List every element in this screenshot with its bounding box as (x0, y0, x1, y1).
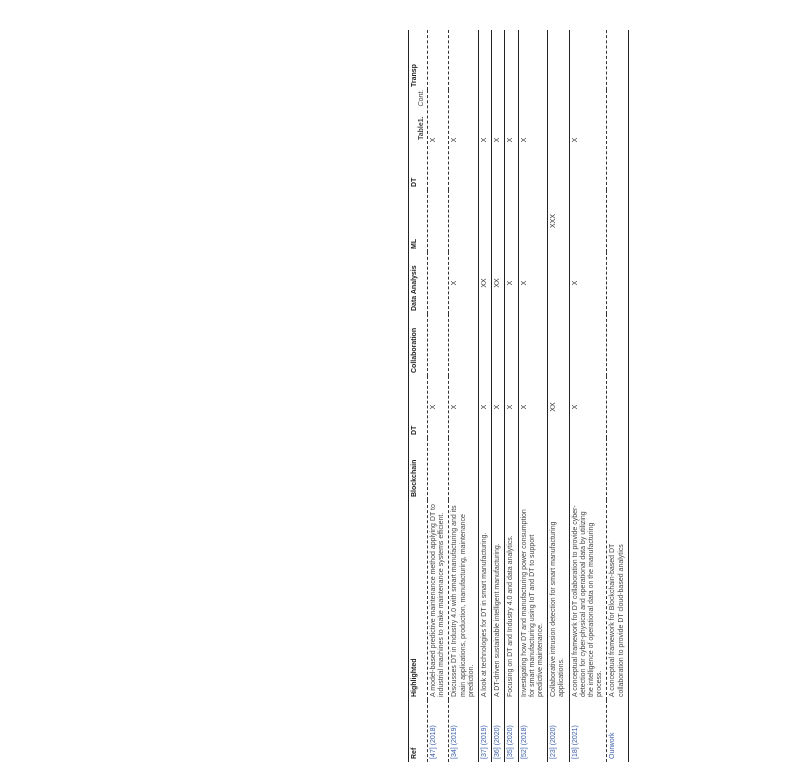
table-row (548, 30, 569, 762)
row-reference[interactable]: [52] (2018) (520, 725, 528, 759)
header-collaboration: Collaboration (409, 314, 428, 376)
row-mark: X (494, 404, 502, 410)
row-mark (505, 30, 518, 90)
table-row (479, 30, 492, 762)
row-mark: XX (550, 402, 558, 412)
header-highlighted: Highlighted (409, 500, 428, 700)
row-mark (548, 314, 569, 376)
row-mark (492, 30, 505, 90)
row-mark (569, 314, 607, 376)
header-data-analysis: Data Analysis (409, 252, 428, 314)
row-reference[interactable]: [37] (2019) (481, 725, 489, 759)
row-mark: X (481, 137, 489, 143)
header-dt: DT (409, 376, 428, 438)
row-mark: X (520, 137, 528, 143)
row-reference[interactable]: [34] (2019) (451, 725, 459, 759)
table-row (518, 30, 548, 762)
row-mark (607, 30, 628, 90)
row-mark: XX (494, 278, 502, 288)
row-mark (505, 190, 518, 252)
row-mark: X (507, 280, 515, 286)
row-mark (428, 190, 449, 252)
row-mark (607, 252, 628, 314)
row-reference[interactable]: [23] (2020) (550, 725, 558, 759)
row-mark (479, 30, 492, 90)
row-reference[interactable]: [18] (2021) (571, 725, 579, 759)
row-highlight: Discusses DT in Industry 4.0 with smart manufacturing and its main applications, production, manufacturing, maintenance prediction. (451, 505, 475, 697)
row-mark: X (520, 280, 528, 286)
table-header-row (409, 30, 428, 762)
row-mark (505, 438, 518, 500)
row-mark (548, 438, 569, 500)
row-mark: X (520, 404, 528, 410)
row-highlight: Collaborative intrusion detection for smart manufacturing applications. (550, 521, 566, 697)
row-mark: X (451, 137, 459, 143)
row-reference[interactable]: [47] (2018) (430, 725, 437, 759)
row-mark: X (507, 404, 515, 410)
row-mark (428, 252, 449, 314)
row-mark (428, 314, 449, 376)
row-mark (548, 252, 569, 314)
row-highlight: A conceptual framework for DT collaboration to provide cyber-detection for cyber-physical and operational data by utilizing the intelligence of operational data on the manufacturing process. (571, 505, 604, 697)
row-mark (569, 438, 607, 500)
table-number: Table1. (418, 116, 425, 140)
row-mark (518, 438, 548, 500)
row-mark (518, 190, 548, 252)
row-mark: XX (481, 278, 489, 288)
row-mark: X (451, 280, 459, 286)
row-mark: X (571, 137, 579, 143)
row-highlight: Investigating how DT and manufacturing power consumption for smart manufacturing using IoT and DT to support predictive maintenance. (520, 509, 545, 697)
row-reference[interactable]: Ourwork (609, 732, 617, 759)
row-mark (607, 376, 628, 438)
rotated-table-container (408, 30, 786, 762)
row-mark (569, 30, 607, 90)
table-title: Cont. (418, 89, 425, 107)
row-mark (449, 314, 479, 376)
row-mark (518, 30, 548, 90)
row-mark: X (430, 137, 437, 143)
comparison-table (408, 30, 629, 762)
row-mark (449, 30, 479, 90)
row-highlight: A conceptual framework for Blockchain-based DT collaboration to provide DT cloud-based analytics (609, 543, 625, 697)
row-highlight: A DT-driven sustainable intelligent manufacturing. (494, 543, 502, 697)
row-mark (479, 314, 492, 376)
table-row (449, 30, 479, 762)
row-mark (449, 190, 479, 252)
row-mark: X (481, 404, 489, 410)
row-mark (449, 438, 479, 500)
row-mark (492, 314, 505, 376)
table-row (607, 30, 628, 762)
header-ref: Ref (409, 700, 428, 762)
header-dt-2: DT (409, 90, 428, 190)
row-highlight: A model-based predictive maintenance method applying DT to industrial machines to make maintenance systems efficient. (430, 504, 446, 697)
row-mark: X (494, 137, 502, 143)
row-mark (548, 30, 569, 90)
header-ml: ML (409, 190, 428, 252)
row-mark (505, 314, 518, 376)
row-mark (428, 30, 449, 90)
row-mark: X (430, 404, 437, 410)
table-row (492, 30, 505, 762)
row-mark (607, 438, 628, 500)
table-body (428, 30, 629, 762)
row-mark: XXX (550, 214, 558, 229)
header-transp: Transp (409, 30, 428, 90)
row-mark (492, 438, 505, 500)
row-reference[interactable]: [36] (2020) (494, 725, 502, 759)
row-mark: X (507, 137, 515, 143)
header-blockchain: Blockchain (409, 438, 428, 500)
row-mark (518, 314, 548, 376)
row-mark (492, 190, 505, 252)
row-mark (607, 314, 628, 376)
row-highlight: A look at technologies for DT in smart manufacturing. (481, 532, 489, 697)
row-mark (479, 438, 492, 500)
row-mark (428, 438, 449, 500)
row-mark: X (571, 404, 579, 410)
table-row (505, 30, 518, 762)
row-mark (569, 190, 607, 252)
row-mark (548, 90, 569, 190)
table-row (569, 30, 607, 762)
row-mark (607, 190, 628, 252)
row-mark: X (451, 404, 459, 410)
table-row (428, 30, 449, 762)
row-mark (479, 190, 492, 252)
row-mark (607, 90, 628, 190)
row-mark: X (571, 280, 579, 286)
row-reference[interactable]: [35] (2020) (507, 725, 515, 759)
row-highlight: Focusing on DT and Industry 4.0 and data analytics. (507, 535, 515, 697)
